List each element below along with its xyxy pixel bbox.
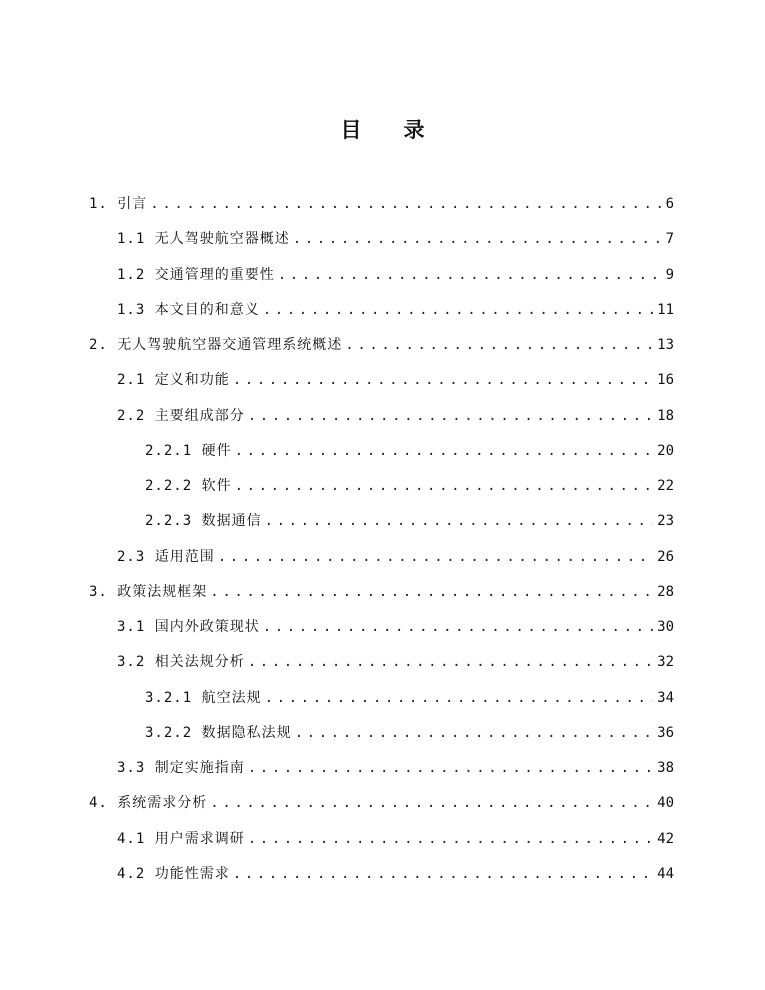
toc-entry-label: 3.2 相关法规分析 [117, 654, 245, 670]
toc-entry[interactable] [145, 687, 674, 709]
dot-leader [150, 193, 661, 215]
toc-entry-label: 4.2 功能性需求 [117, 866, 230, 882]
dot-leader [210, 792, 653, 814]
toc-entry[interactable] [89, 792, 674, 814]
dot-leader [233, 369, 653, 391]
toc-entry[interactable] [145, 510, 674, 532]
toc-entry-label: 2.1 定义和功能 [117, 372, 230, 388]
toc-entry-page-number: 22 [657, 478, 674, 494]
dot-leader [263, 299, 653, 321]
dot-leader [248, 405, 653, 427]
dot-leader [265, 510, 654, 532]
toc-entry-label: 4. 系统需求分析 [89, 795, 208, 811]
dot-leader [248, 757, 653, 779]
toc-entry-label: 2.2.1 硬件 [145, 443, 232, 459]
toc-entry-label: 1.1 无人驾驶航空器概述 [117, 231, 290, 247]
dot-leader [218, 546, 653, 568]
toc-entry-page-number: 38 [657, 760, 674, 776]
toc-entry-label: 2.2.3 数据通信 [145, 513, 262, 529]
toc-entry[interactable] [145, 440, 674, 462]
toc-entry[interactable] [117, 299, 674, 321]
toc-entry-page-number: 34 [657, 690, 674, 706]
toc-entry[interactable] [117, 828, 674, 850]
toc-entry[interactable] [117, 651, 674, 673]
toc-entry-page-number: 44 [657, 866, 674, 882]
toc-entry-page-number: 20 [657, 443, 674, 459]
toc-entry-label: 3. 政策法规框架 [89, 584, 208, 600]
toc-entry-page-number: 36 [657, 725, 674, 741]
toc-title-char: 录 [403, 118, 425, 142]
dot-leader [263, 616, 653, 638]
toc-entry-label: 3.2.2 数据隐私法规 [145, 725, 292, 741]
dot-leader [293, 228, 662, 250]
toc-entry-page-number: 11 [657, 302, 674, 318]
toc-entry-label: 3.3 制定实施指南 [117, 760, 245, 776]
toc-entry[interactable] [117, 264, 674, 286]
dot-leader [235, 440, 654, 462]
toc-entry-label: 3.1 国内外政策现状 [117, 619, 260, 635]
toc-entry-page-number: 13 [657, 337, 674, 353]
toc-entry-page-number: 6 [665, 196, 674, 212]
toc-entry-label: 1.3 本文目的和意义 [117, 302, 260, 318]
toc-entry-page-number: 42 [657, 831, 674, 847]
toc-entry[interactable] [89, 334, 674, 356]
toc-entry-label: 2.2.2 软件 [145, 478, 232, 494]
toc-entry[interactable] [117, 863, 674, 885]
dot-leader [265, 687, 654, 709]
dot-leader [248, 651, 653, 673]
toc-entry-label: 2. 无人驾驶航空器交通管理系统概述 [89, 337, 343, 353]
toc-entry-label: 2.3 适用范围 [117, 549, 215, 565]
toc-entry-page-number: 28 [657, 584, 674, 600]
dot-leader [235, 475, 654, 497]
toc-entry-label: 3.2.1 航空法规 [145, 690, 262, 706]
toc-entry-page-number: 16 [657, 372, 674, 388]
toc-entry[interactable] [145, 475, 674, 497]
toc-entry-page-number: 9 [665, 267, 674, 283]
dot-leader [210, 581, 653, 603]
toc-title [0, 114, 765, 144]
toc-entry[interactable] [117, 616, 674, 638]
toc-entry-page-number: 40 [657, 795, 674, 811]
dot-leader [233, 863, 653, 885]
toc-entry[interactable] [89, 581, 674, 603]
toc-entry-page-number: 18 [657, 408, 674, 424]
toc-title-char: 目 [340, 118, 362, 142]
toc-entry-label: 4.1 用户需求调研 [117, 831, 245, 847]
dot-leader [295, 722, 654, 744]
toc-entry-page-number: 30 [657, 619, 674, 635]
toc-entry[interactable] [117, 546, 674, 568]
toc-entry-page-number: 32 [657, 654, 674, 670]
toc-entry-label: 1.2 交通管理的重要性 [117, 267, 275, 283]
toc-entry-label: 1. 引言 [89, 196, 148, 212]
toc-entry-page-number: 26 [657, 549, 674, 565]
toc-entry[interactable] [145, 722, 674, 744]
toc-entry-page-number: 23 [657, 513, 674, 529]
toc-entry-label: 2.2 主要组成部分 [117, 408, 245, 424]
dot-leader [278, 264, 662, 286]
dot-leader [248, 828, 653, 850]
toc-entry[interactable] [117, 228, 674, 250]
toc-entry[interactable] [117, 757, 674, 779]
toc-entry[interactable] [117, 369, 674, 391]
dot-leader [345, 334, 653, 356]
toc-entry[interactable] [89, 193, 674, 215]
toc-entry[interactable] [117, 405, 674, 427]
toc-entry-page-number: 7 [665, 231, 674, 247]
